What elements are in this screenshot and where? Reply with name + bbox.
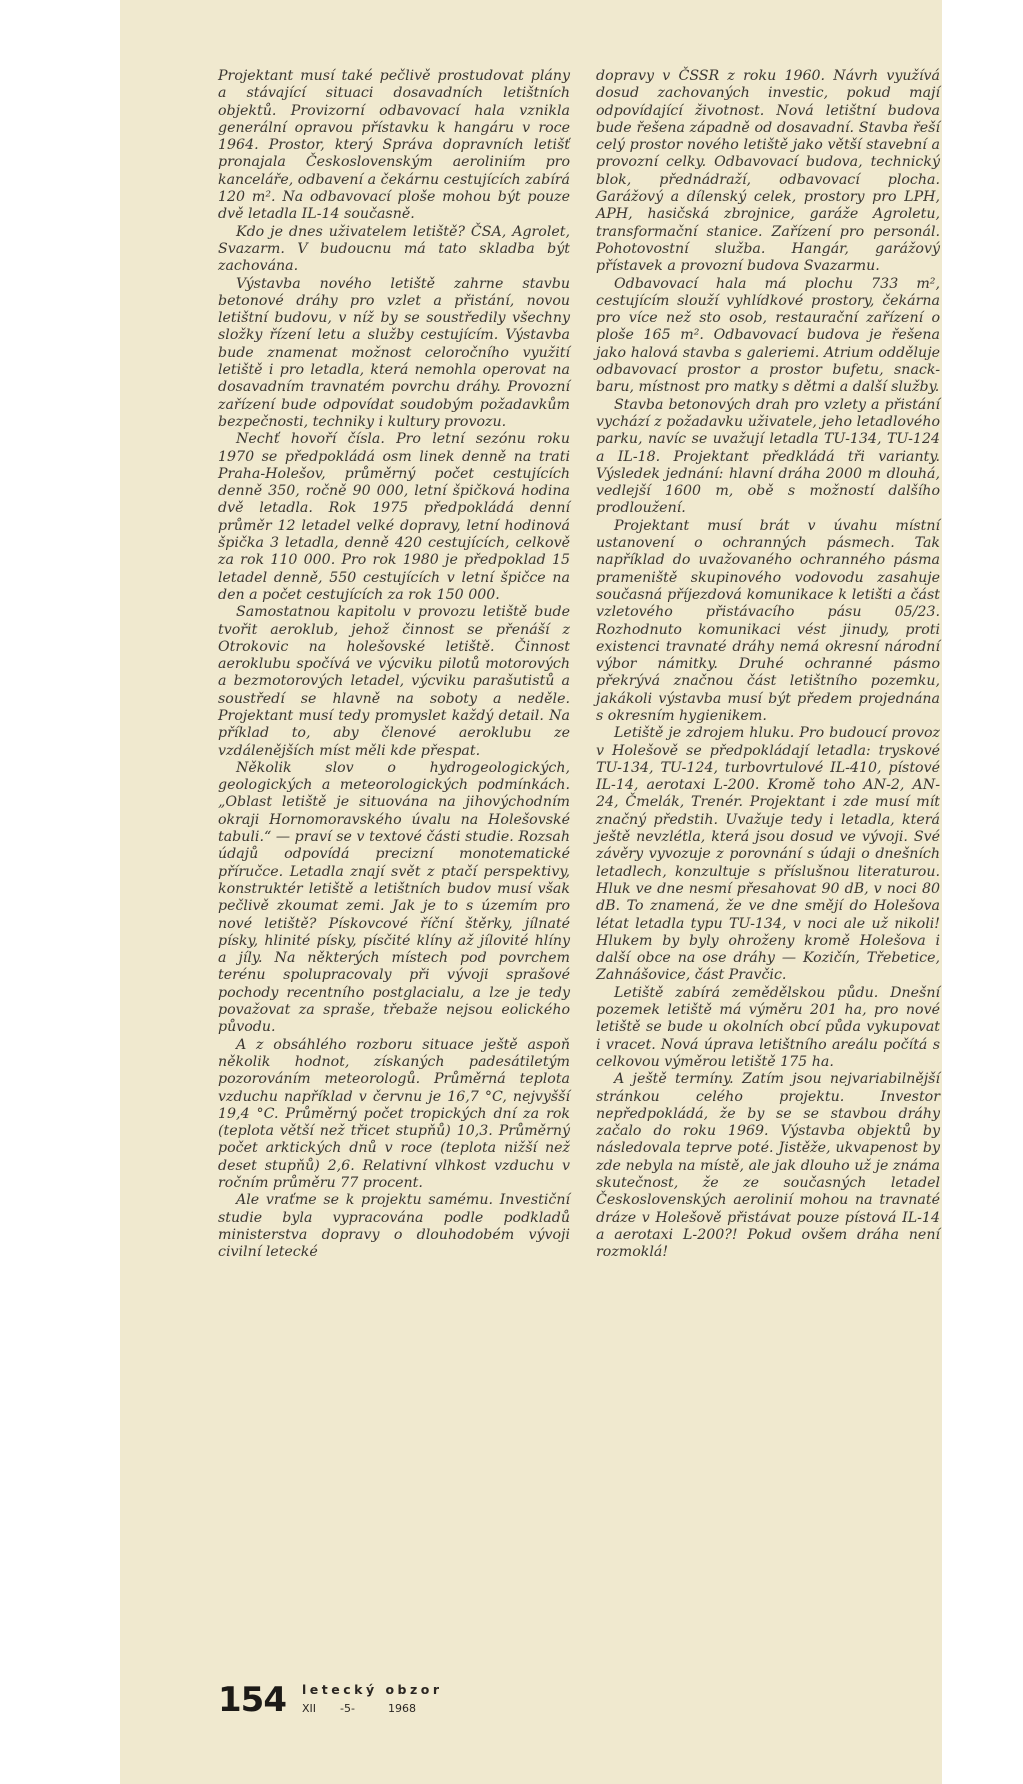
volume: XII [302,1702,317,1715]
paragraph: Několik slov o hydrogeologických, geologických a meteorologických podmínkách. „Oblast letiště je situována na jihovýchodním okraji Hornomoravského úvalu na Holešovské tabuli.“ — praví se v textové části studie. Rozsah údajů odpovídá precizní monotematické příručce. Letadla znají svět z ptačí perspektivy, konstruktér letiště a letištních budov musí však pečlivě zkoumat zemi. Jak je to s územím pro nové letiště? Pískovcové říční štěrky, jílnaté písky, hlinité písky, písčité klíny až jílovité hlíny a jíly. Na některých místech pod povrchem terénu spolupracovaly při vývoji sprašové pochody recentního postglacialu, a lze je tedy považovat za spraše, třebaže nejsou eolického původu. [218,759,570,1036]
paragraph: Kdo je dnes uživatelem letiště? ČSA, Agrolet, Svazarm. V budoucnu má tato skladba být zachována. [218,223,570,275]
paragraph: Výstavba nového letiště zahrne stavbu betonové dráhy pro vzlet a přistání, novou letištní budovu, v níž by se soustředily všechny složky řízení letu a služby cestujícím. Výstavba bude znamenat možnost celoročního využití letiště i pro letadla, která nemohla operovat na dosavadním travnatém povrchu dráhy. Provozní zařízení bude odpovídat soudobým požadavkům bezpečnosti, techniky i kultury provozu. [218,275,570,430]
year: 1968 [388,1702,416,1715]
paragraph: dopravy v ČSSR z roku 1960. Návrh využívá dosud zachovaných investic, pokud mají odpovídající životnost. Nová letištní budova bude řešena západně od dosavadní. Stavba řeší celý prostor nového letiště jako větší stavební a provozní celky. Odbavovací budova, technický blok, přednádraží, odbavovací plocha. Garážový a dílenský celek, prostory pro LPH, APH, hasičská zbrojnice, garáže Agroletu, transformační stanice. Zařízení pro personál. Pohotovostní služba. Hangár, garážový přístavek a provozní budova Svazarmu. [596,68,940,275]
paragraph: A ještě termíny. Zatím jsou nejvariabilnější stránkou celého projektu. Investor nepředpokládá, že by se se stavbou dráhy začalo do roku 1969. Výstavba objektů by následovala teprve poté. Jistěže, ukvapenost by zde nebyla na místě, ale jak dlouho už je známa skutečnost, že ze současných letadel Československých aerolinií mohou na travnaté dráze v Holešově přistávat pouze pístová IL-14 a aerotaxi L-200?! Pokud ovšem dráha není rozmoklá! [596,1071,940,1261]
paragraph: Letiště zabírá zemědělskou půdu. Dnešní pozemek letiště má výměru 201 ha, pro nové letiště se bude u okolních obcí půda vykupovat i vracet. Nová úprava letištního areálu počítá s celkovou výměrou letiště 175 ha. [596,984,940,1070]
paragraph: Projektant musí brát v úvahu místní ustanovení o ochranných pásmech. Tak například do uvažovaného ochranného pásma prameniště skupinového vodovodu zasahuje současná příjezdová komunikace k letišti a část vzletového přistávacího pásu 05/23. Rozhodnuto komunikaci vést jinudy, proti existenci travnaté dráhy nemá okresní národní výbor námitky. Druhé ochranné pásmo překrývá značnou část letištního pozemku, jakákoli výstavba musí být předem projednána s okresním hygienikem. [596,517,940,724]
paragraph: Projektant musí také pečlivě prostudovat plány a stávající situaci dosavadních letištních objektů. Provizorní odbavovací hala vznikla generální opravou přístavku k hangáru v roce 1964. Prostor, který Správa dopravních letišť pronajala Československým aeroliniím pro kanceláře, odbavení a čekárnu cestujících zabírá 120 m². Na odbavovací ploše mohou být pouze dvě letadla IL-14 současně. [218,68,570,223]
page-footer [218,1682,518,1722]
issue-number: -5- [340,1702,355,1715]
paragraph: Stavba betonových drah pro vzlety a přistání vychází z požadavku uživatele, jeho letadlového parku, navíc se uvažují letadla TU-134, TU-124 a IL-18. Projektant předkládá tři varianty. Výsledek jednání: hlavní dráha 2000 m dlouhá, vedlejší 1600 m, obě s možností dalšího prodloužení. [596,396,940,517]
magazine-title: letecký obzor [302,1682,443,1697]
paragraph: Ale vraťme se k projektu samému. Investiční studie byla vypracována podle podkladů ministerstva dopravy o dlouhodobém vývoji civilní letecké [218,1192,570,1261]
paragraph: Odbavovací hala má plochu 733 m², cestujícím slouží vyhlídkové prostory, čekárna pro více než sto osob, restaurační zařízení o ploše 165 m². Odbavovací budova je řešena jako halová stavba s galeriemi. Atrium odděluje odbavovací prostor a prostor bufetu, snack-baru, místnost pro matky s dětmi a další služby. [596,275,940,396]
paragraph: A z obsáhlého rozboru situace ještě aspoň několik hodnot, získaných padesátiletým pozorováním meteorologů. Průměrná teplota vzduchu například v červnu je 16,7 °C, nejvyšší 19,4 °C. Průměrný počet tropických dní za rok (teplota větší než třicet stupňů) 10,3. Průměrný počet arktických dnů v roce (teplota nižší než deset stupňů) 2,6. Relativní vlhkost vzduchu v ročním průměru 77 procent. [218,1036,570,1191]
paragraph: Samostatnou kapitolu v provozu letiště bude tvořit aeroklub, jehož činnost se přenáší z Otrokovic na holešovské letiště. Činnost aeroklubu spočívá ve výcviku pilotů motorových a bezmotorových letadel, výcviku parašutistů a soustředí se hlavně na soboty a neděle. Projektant musí tedy promyslet každý detail. Na příklad to, aby členové aeroklubu ze vzdálenějších míst měli kde přespat. [218,604,570,759]
paragraph: Nechť hovoří čísla. Pro letní sezónu roku 1970 se předpokládá osm linek denně na trati Praha-Holešov, průměrný počet cestujících denně 350, ročně 90 000, letní špičková hodina dvě letadla. Rok 1975 předpokládá denní průměr 12 letadel velké dopravy, letní hodinová špička 3 letadla, denně 420 cestujících, celkově za rok 110 000. Pro rok 1980 je předpoklad 15 letadel denně, 550 cestujících v letní špičce na den a počet cestujících za rok 150 000. [218,431,570,603]
issue-info [302,1702,452,1715]
article-left-column [218,68,570,1261]
page-number: 154 [218,1680,286,1720]
paragraph: Letiště je zdrojem hluku. Pro budoucí provoz v Holešově se předpokládají letadla: tryskové TU-134, TU-124, turbovrtulové IL-410, pístové IL-14, aerotaxi L-200. Kromě toho AN-2, AN-24, Čmelák, Trenér. Projektant i zde musí mít značný předstih. Uvažuje tedy i letadla, která ještě nevzlétla, která jsou dosud ve vývoji. Své závěry vyvozuje z porovnání s údaji o dnešních letadlech, konzultuje s příslušnou literaturou. Hluk ve dne nesmí přesahovat 90 dB, v noci 80 dB. To znamená, že ve dne smějí do Holešova létat letadla typu TU-134, v noci ale už nikoli! Hlukem by byly ohroženy kromě Holešova i další obce na ose dráhy — Kozičín, Třebetice, Zahnášovice, část Pravčic. [596,725,940,984]
article-right-column [596,68,940,1261]
